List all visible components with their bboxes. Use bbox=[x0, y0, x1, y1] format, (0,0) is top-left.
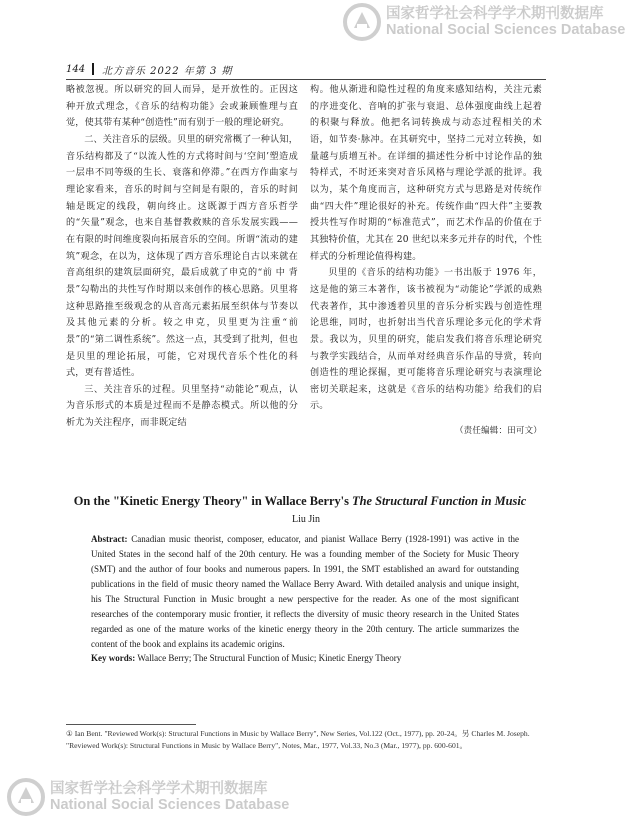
page-header bbox=[66, 60, 546, 78]
watermark-en: National Social Sciences Database bbox=[386, 22, 625, 38]
header-rule bbox=[66, 79, 546, 80]
paragraph: 构。他从渐进和隐性过程的角度来感知结构，关注元素的序进变化、音响的扩张与衰退、总体强度曲线上起着的积聚与释放。他把名词转换成与动态过程相关的术语，如节奏·脉冲。在其研究中，坚持二元对立转换，如量越与质增互补。在详细的描述性分析中讨论作品的独特样式，不时还来突对音乐风格与理论学派的批评。我以为，某个角度而言，这种研究方式与思路是对传统作曲“四大件”理论很好的补充。传统作曲“四大件”主要教授共性写作时期的“标准范式”，而艺术作品的价值在于其独特价值，尤其在 20 世纪以来多元并存的时代，个性样式的分析理论值得构建。 bbox=[310, 85, 542, 262]
watermark-en: National Social Sciences Database bbox=[50, 797, 290, 813]
page-number: 144 bbox=[66, 63, 86, 75]
abstract-text: Canadian music theorist, composer, educator, and pianist Wallace Berry (1928-1991) was active in the United States in the second half of the 20th century. He was a founding member of the Society for Music Theory (SMT) and the author of four books and numerous papers. In 1991, the SMT established an award for outstanding publications in the field of music theory named the Wallace Berry Award. With detailed analysis and unique insight, his The Structural Function in Music brought a new perspective for the reader. As one of the most significant researches of the contemporary music frontier, it reflects the diversity of music theory research in the United States regarded as one of the mature works of the kinetic energy theory in the 20th century. The article summarizes the content of the book and explains its academic origins. bbox=[91, 534, 519, 649]
watermark-bottom bbox=[6, 777, 289, 817]
paragraph: 二、关注音乐的层级。贝里的研究常概了一种认知，音乐结构都及了“以流人性的方式将时间与‘空间’塑造成一层串不同等级的生长、衰落和停滞。”在西方作曲家与理论家看来，音乐的时间与空间是有限的，音乐的时间轴是既定的线段，朝向终止。这既源于西方音乐哲学的“矢量”观念，也来自基督教救赎的音乐发展实践——在有限的时间维度裂向拓展音乐的空间。所谓“流动的建筑”观念，在以为，这体现了西方音乐理论自古以来就在音高组织的建筑层面研究，最后成就了申克的“前 中 背景”勾勒出的共性写作时期以来创作的核心思路。贝里将这种思路推至级观念的从音高元素拓展至织体与节奏以及其他元素的分析。较之申克，贝里更为注重“前景”的“第二调性系统”。然这一点，其受到了批判，但也是贝里的理论拓展，可能，它对现代音乐个性化的科式，更有普适性。 bbox=[66, 134, 298, 379]
watermark-cn: 国家哲学社会科学学术期刊数据库 bbox=[50, 780, 268, 797]
footnote: ① Ian Bent. "Reviewed Work(s): Structural Functions in Music by Wallace Berry", New Series, Vol.122 (Oct., 1977), pp. 20-24。另 Charles M. Joseph. "Reviewed Work(s): Structural Functions in Music by Wallace Berry", Notes, Mar., 1977, Vol.33, No.3 (Mar., 1977), pp. 600-601。 bbox=[66, 729, 530, 750]
abstract-label: Abstract: bbox=[91, 534, 128, 544]
english-abstract bbox=[91, 532, 519, 652]
watermark-top bbox=[342, 2, 625, 42]
journal-name: 北方音乐 2022 年第 3 期 bbox=[102, 65, 233, 77]
footnote-rule bbox=[66, 724, 196, 725]
english-keywords bbox=[91, 653, 519, 663]
english-title-book: The Structural Function in Music bbox=[352, 494, 527, 508]
left-column bbox=[66, 82, 298, 432]
paragraph: 贝里的《音乐的结构功能》一书出版于 1976 年，这是他的第三本著作，该书被视为“动能论”学派的成熟代表著作，其中渗透着贝里的音乐分析实践与创造性理论思维，同时，也折射出当代音乐理论多元化的学术背景。我以为，贝里的研究，能启发我们将音乐理论研究与教学实践结合，从而单对经典音乐作品的导赏，转向创造性的理论探掘，更可能将音乐理论研究与表演理论密切关联起来，这就是《音乐的结构功能》给我们的启示。 bbox=[310, 268, 542, 412]
database-logo-icon bbox=[6, 777, 46, 817]
watermark-cn: 国家哲学社会科学学术期刊数据库 bbox=[386, 5, 604, 22]
keywords-text: Wallace Berry; The Structural Function of Music; Kinetic Energy Theory bbox=[137, 653, 402, 663]
header-separator bbox=[92, 63, 94, 75]
english-title-text: On the "Kinetic Energy Theory" in Wallace Berry's bbox=[73, 494, 353, 508]
database-logo-icon bbox=[342, 2, 382, 42]
keywords-label: Key words: bbox=[91, 653, 136, 663]
paragraph: 略被忽视。所以研究的回人而异，是开放性的。正因这种开放式理念，《音乐的结构功能》会或兼顾惟理与直觉，使其带有某种“创造性”而有别于一般的理论研究。 bbox=[66, 85, 298, 129]
editor-note: （责任编辑：田可文） bbox=[454, 426, 542, 437]
right-column bbox=[310, 82, 542, 440]
english-author: Liu Jin bbox=[291, 514, 321, 525]
paragraph: 三、关注音乐的过程。贝里坚持“动能论”观点，认为音乐形式的本质是过程而不是静态模式。所以他的分析尤为关注程序，而非既定结 bbox=[66, 384, 298, 429]
english-title bbox=[40, 494, 560, 509]
